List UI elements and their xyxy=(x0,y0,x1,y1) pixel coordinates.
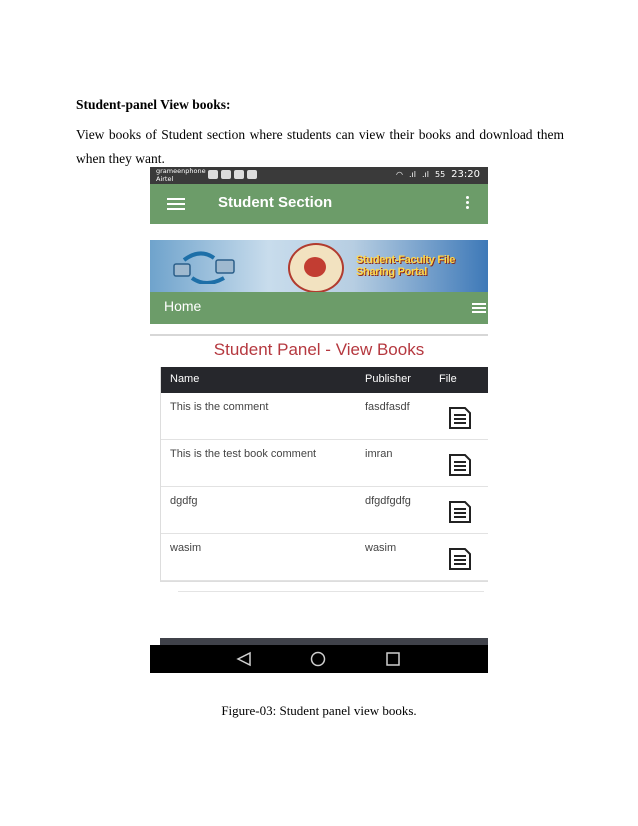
document-icon[interactable] xyxy=(447,453,473,477)
nav-buttons xyxy=(150,645,488,673)
book-name: dgdfg xyxy=(170,495,198,507)
nav-home-link[interactable]: Home xyxy=(164,298,202,314)
panel-title: Student Panel - View Books xyxy=(213,340,425,359)
book-publisher: wasim xyxy=(365,542,397,554)
table-row xyxy=(161,440,488,487)
wifi-icon: ◠ xyxy=(396,170,403,179)
header-publisher: Publisher xyxy=(365,373,411,385)
book-publisher: dfgdfgdfg xyxy=(365,495,411,507)
more-vert-icon[interactable] xyxy=(466,196,470,211)
university-seal-icon xyxy=(288,243,344,292)
header-file: File xyxy=(439,373,457,385)
book-name: This is the test book comment xyxy=(170,448,317,460)
battery-level: 55 xyxy=(434,170,446,179)
book-name: This is the comment xyxy=(170,401,269,413)
status-bar xyxy=(150,167,488,184)
section-heading: Student-panel View books: xyxy=(76,97,231,112)
signal-icon-1: .ıl xyxy=(408,170,416,179)
sync-arrows-icon xyxy=(170,250,240,284)
table-row xyxy=(161,487,488,534)
table-row xyxy=(161,393,488,440)
app-bar xyxy=(150,184,488,224)
app-title: Student Section xyxy=(218,194,333,211)
table-header xyxy=(161,367,488,393)
nav-menu-icon[interactable] xyxy=(472,303,486,315)
portal-banner xyxy=(150,240,488,292)
banner-logo-text: Student-Faculty File Sharing Portal xyxy=(356,254,456,278)
book-publisher: imran xyxy=(365,448,393,460)
status-right xyxy=(396,169,480,180)
messenger-icon xyxy=(208,170,218,179)
table-row xyxy=(161,534,488,581)
books-table xyxy=(160,367,488,582)
phone-screenshot xyxy=(150,167,488,673)
figure-caption: Figure-03: Student panel view books. xyxy=(221,703,417,718)
notification-icons xyxy=(208,170,257,179)
android-nav-bar xyxy=(150,645,488,673)
section-paragraph: View books of Student section where students can view their books and download them when they want. xyxy=(76,127,564,166)
carrier-line-2: Airtel xyxy=(156,174,174,183)
back-triangle-icon[interactable] xyxy=(238,653,250,665)
image-icon xyxy=(234,170,244,179)
recents-square-icon[interactable] xyxy=(387,653,399,665)
document-icon[interactable] xyxy=(447,500,473,524)
home-circle-icon[interactable] xyxy=(312,653,325,666)
clock: 23:20 xyxy=(451,169,480,180)
footer-strip xyxy=(160,638,488,645)
divider xyxy=(150,334,488,336)
carrier-label xyxy=(156,168,206,183)
mail-icon xyxy=(221,170,231,179)
document-icon[interactable] xyxy=(447,406,473,430)
menu-icon[interactable] xyxy=(167,198,185,210)
chat-icon xyxy=(247,170,257,179)
content-end-line xyxy=(178,591,484,592)
book-publisher: fasdfasdf xyxy=(365,401,410,413)
book-name: wasim xyxy=(170,542,202,554)
signal-icon-2: .ıl xyxy=(421,170,429,179)
carrier-line-1: grameenphone xyxy=(156,167,206,175)
nav-bar xyxy=(150,292,488,324)
document-icon[interactable] xyxy=(447,547,473,571)
header-name: Name xyxy=(170,373,200,385)
